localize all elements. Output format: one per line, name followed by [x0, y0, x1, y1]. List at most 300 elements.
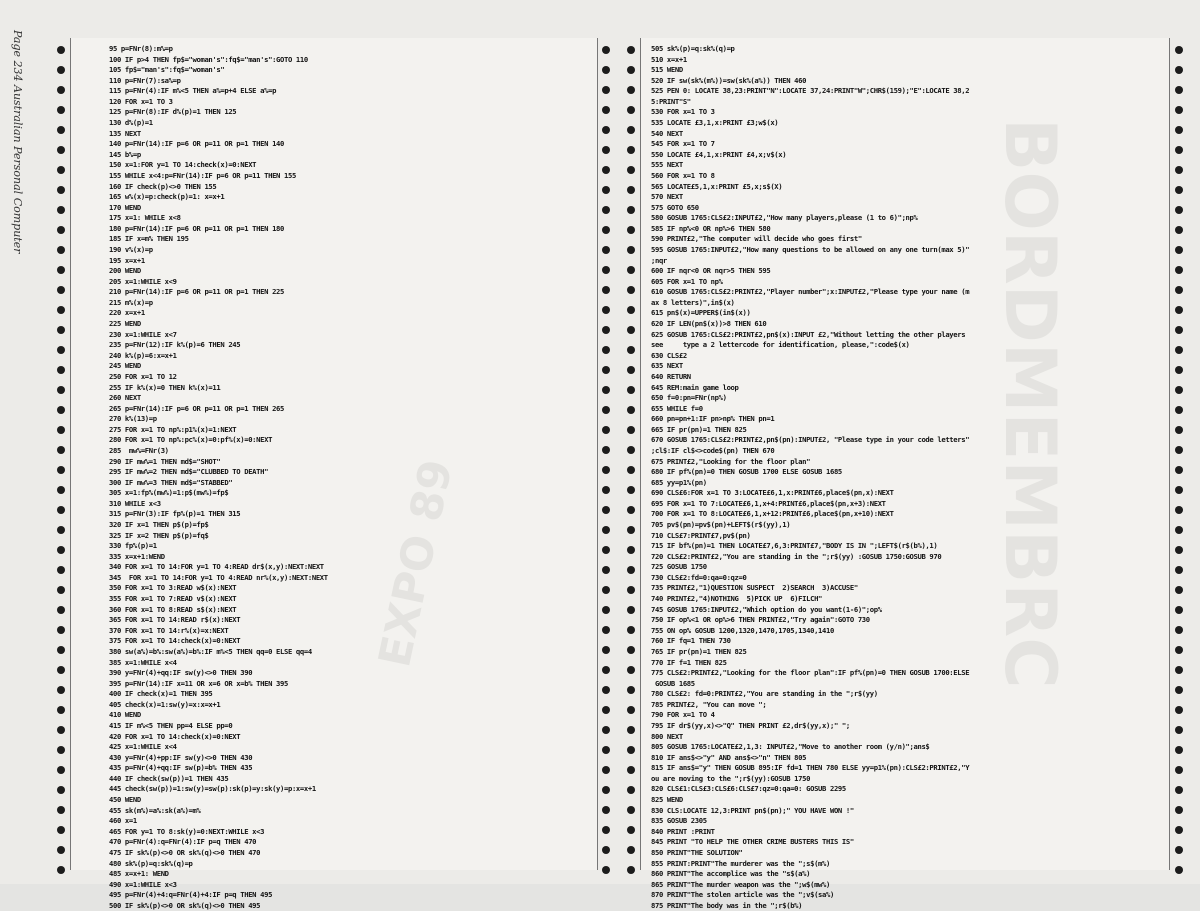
- code-line: 690 CLS£6:FOR x=1 TO 3:LOCATE£6,1,x:PRINT£6,place$(pn,x):NEXT: [651, 488, 894, 498]
- feed-hole: [1175, 826, 1183, 834]
- feed-hole: [627, 766, 635, 774]
- feed-hole: [1175, 486, 1183, 494]
- code-line: 120 FOR x=1 TO 3: [109, 96, 173, 106]
- feed-hole: [1175, 646, 1183, 654]
- code-line: 765 IF pr(pn)=1 THEN 825: [651, 646, 747, 656]
- code-line: 455 sk(m%)=a%:sk(a%)=m%: [109, 805, 201, 815]
- code-line: 420 FOR x=1 TO 14:check(x)=0:NEXT: [109, 731, 241, 741]
- feed-hole: [627, 546, 635, 554]
- feed-hole: [602, 646, 610, 654]
- feed-hole: [57, 326, 65, 334]
- code-line: 810 IF ans$<>"y" AND ans$<>"n" THEN 805: [651, 752, 807, 762]
- code-line: 495 p=FNr(4)+4:q=FNr(4)+4:IF p=q THEN 495: [109, 890, 273, 900]
- feed-hole: [602, 506, 610, 514]
- feed-hole: [627, 466, 635, 474]
- feed-hole: [1175, 426, 1183, 434]
- feed-hole: [57, 606, 65, 614]
- code-line: 525 PEN 0: LOCATE 38,23:PRINT"N":LOCATE 37,24:PRINT"W";CHR$(159);"E":LOCATE 38,2: [651, 86, 970, 96]
- code-line: 555 NEXT: [651, 160, 683, 170]
- code-line: 675 PRINT£2,"Looking for the floor plan": [651, 456, 811, 466]
- code-line: 295 IF mw%=2 THEN md$="CLUBBED TO DEATH": [109, 467, 269, 477]
- feed-hole: [57, 466, 65, 474]
- feed-hole: [57, 266, 65, 274]
- code-line: 5:PRINT"S": [651, 96, 691, 106]
- feed-hole: [602, 246, 610, 254]
- feed-hole: [602, 266, 610, 274]
- code-line: 215 m%(x)=p: [109, 297, 153, 307]
- code-line: 480 sk%(p)=q:sk%(q)=p: [109, 858, 193, 868]
- feed-hole: [57, 66, 65, 74]
- code-line: 720 CLS£2:PRINT£2,"You are standing in the ";r$(yy) :GOSUB 1750:GOSUB 970: [651, 551, 942, 561]
- feed-hole: [1175, 346, 1183, 354]
- code-line: 205 x=1:WHILE x<9: [109, 276, 177, 286]
- code-line: 830 CLS:LOCATE 12,3:PRINT pn$(pn);" YOU HAVE WON !": [651, 805, 854, 815]
- feed-hole: [57, 586, 65, 594]
- code-line: 610 GOSUB 1765:CLS£2:PRINT£2,"Player number";x:INPUT£2,"Please type your name (m: [651, 287, 970, 297]
- feed-hole: [1175, 146, 1183, 154]
- feed-hole: [602, 386, 610, 394]
- feed-hole: [602, 866, 610, 874]
- feed-hole: [1175, 546, 1183, 554]
- code-line: 730 CLS£2:fd=0:qa=0:qz=0: [651, 572, 747, 582]
- feed-strip-right: [1172, 38, 1186, 870]
- feed-hole: [602, 286, 610, 294]
- code-line: 800 NEXT: [651, 731, 683, 741]
- code-line: 755 ON op% GOSUB 1200,1320,1470,1705,1340,1410: [651, 625, 834, 635]
- code-line: 280 FOR x=1 TO np%:pc%(x)=0:pf%(x)=0:NEXT: [109, 435, 273, 445]
- feed-hole: [57, 226, 65, 234]
- feed-hole: [57, 386, 65, 394]
- code-line: 870 PRINT"The stolen article was the ";v$(sa%): [651, 890, 834, 900]
- feed-hole: [602, 846, 610, 854]
- code-line: 585 IF np%<0 OR np%>6 THEN 580: [651, 223, 771, 233]
- code-line: 565 LOCATE£5,1,x:PRINT £5,x;s$(X): [651, 181, 783, 191]
- feed-hole: [1175, 566, 1183, 574]
- feed-hole: [602, 406, 610, 414]
- feed-hole: [57, 506, 65, 514]
- code-line: 260 NEXT: [109, 393, 141, 403]
- feed-hole: [627, 706, 635, 714]
- code-line: 450 WEND: [109, 795, 141, 805]
- page-header-label: Page 234 Australian Personal Computer: [11, 30, 24, 254]
- code-line: 225 WEND: [109, 319, 141, 329]
- feed-hole: [57, 746, 65, 754]
- left-printout: [70, 38, 598, 910]
- feed-hole: [57, 446, 65, 454]
- code-line: 290 IF mw%=1 THEN md$="SHOT": [109, 456, 221, 466]
- code-line: 650 f=0:pn=FNr(np%): [651, 393, 727, 403]
- feed-hole: [627, 406, 635, 414]
- code-line: 600 IF nqr<0 OR nqr>5 THEN 595: [651, 266, 771, 276]
- page-header: [6, 30, 32, 330]
- feed-hole: [57, 826, 65, 834]
- feed-hole: [57, 686, 65, 694]
- feed-hole: [627, 566, 635, 574]
- feed-hole: [1175, 286, 1183, 294]
- code-line: 340 FOR x=1 TO 14:FOR y=1 TO 4:READ dr$(x,y):NEXT:NEXT: [109, 562, 324, 572]
- watermark-right: BORDMEMBRC: [989, 118, 1071, 689]
- code-line: 695 FOR x=1 TO 7:LOCATE£6,1,x+4:PRINT£6,place$(pn,x+3):NEXT: [651, 498, 886, 508]
- code-line: 570 NEXT: [651, 192, 683, 202]
- code-line: 820 CLS£1:CLS£3:CLS£6:CLS£7:qz=0:qa=0: GOSUB 2295: [651, 784, 846, 794]
- feed-hole: [627, 246, 635, 254]
- code-line: 245 WEND: [109, 361, 141, 371]
- feed-hole: [602, 666, 610, 674]
- feed-hole: [1175, 506, 1183, 514]
- code-line: 590 PRINT£2,"The computer will decide who goes first": [651, 234, 862, 244]
- code-line: 490 x=1:WHILE x<3: [109, 879, 177, 889]
- code-line: 710 CLS£7:PRINT£7,pv$(pn): [651, 530, 751, 540]
- code-line: 835 GOSUB 2305: [651, 816, 707, 826]
- code-line: 500 IF sk%(p)<>0 OR sk%(q)<>0 THEN 495: [109, 900, 261, 910]
- feed-hole: [1175, 266, 1183, 274]
- code-line: 210 p=FNr(14):IF p=6 OR p=11 OR p=1 THEN 225: [109, 287, 284, 297]
- feed-hole: [1175, 246, 1183, 254]
- watermark-left: EXPO 89: [369, 455, 463, 672]
- code-line: 615 pn$(x)=UPPER$(in$(x)): [651, 308, 751, 318]
- feed-hole: [627, 526, 635, 534]
- code-line: 190 v%(x)=p: [109, 244, 153, 254]
- feed-hole: [57, 726, 65, 734]
- feed-hole: [1175, 106, 1183, 114]
- feed-hole: [627, 106, 635, 114]
- feed-hole: [602, 226, 610, 234]
- code-line: 660 pn=pn+1:IF pn>np% THEN pn=1: [651, 414, 775, 424]
- code-line: ou are moving to the ";r$(yy):GOSUB 1750: [651, 773, 811, 783]
- code-line: 865 PRINT"The murder weapon was the ";w$(mw%): [651, 879, 830, 889]
- feed-hole: [1175, 226, 1183, 234]
- code-line: 645 REM:main game loop: [651, 382, 739, 392]
- feed-strip-left: [54, 38, 68, 870]
- code-line: 385 x=1:WHILE x<4: [109, 657, 177, 667]
- feed-hole: [627, 826, 635, 834]
- feed-hole: [602, 66, 610, 74]
- feed-hole: [627, 426, 635, 434]
- feed-hole: [1175, 446, 1183, 454]
- code-line: 370 FOR x=1 TO 14:r%(x)=x:NEXT: [109, 625, 229, 635]
- code-line: 435 p=FNr(4)+qq:IF sw(p)=b% THEN 435: [109, 763, 253, 773]
- code-line: 595 GOSUB 1765:INPUT£2,"How many questions to be allowed on any one turn(max 5)": [651, 244, 970, 254]
- code-line: 510 x=x+1: [651, 54, 687, 64]
- feed-hole: [57, 86, 65, 94]
- feed-hole: [602, 146, 610, 154]
- feed-hole: [57, 286, 65, 294]
- feed-hole: [627, 266, 635, 274]
- feed-hole: [627, 166, 635, 174]
- feed-hole: [1175, 366, 1183, 374]
- feed-hole: [57, 306, 65, 314]
- feed-hole: [602, 546, 610, 554]
- code-line: 320 IF x=1 THEN p$(p)=fp$: [109, 520, 209, 530]
- feed-hole: [1175, 66, 1183, 74]
- code-line: 155 WHILE x<4:p=FNr(14):IF p=6 OR p=11 THEN 155: [109, 170, 296, 180]
- code-line: 805 GOSUB 1765:LOCATE£2,1,3: INPUT£2,"Move to another room (y/n)";ans$: [651, 742, 930, 752]
- code-line: 185 IF x=m% THEN 195: [109, 234, 189, 244]
- code-line: 275 FOR x=1 TO np%:p1%(x)=1:NEXT: [109, 424, 237, 434]
- feed-hole: [602, 786, 610, 794]
- feed-hole: [57, 246, 65, 254]
- feed-hole: [627, 346, 635, 354]
- feed-hole: [602, 606, 610, 614]
- feed-hole: [57, 546, 65, 554]
- code-line: 785 PRINT£2, "You can move ";: [651, 699, 767, 709]
- code-line: 195 x=x+1: [109, 255, 145, 265]
- feed-hole: [602, 126, 610, 134]
- feed-hole: [57, 346, 65, 354]
- code-line: 840 PRINT :PRINT: [651, 826, 715, 836]
- feed-hole: [1175, 206, 1183, 214]
- feed-hole: [627, 726, 635, 734]
- code-line: 725 GOSUB 1750: [651, 562, 707, 572]
- right-code-listing: [651, 44, 1163, 911]
- code-line: 685 yy=p1%(pn): [651, 477, 707, 487]
- feed-hole: [57, 766, 65, 774]
- feed-hole: [627, 866, 635, 874]
- feed-hole: [57, 566, 65, 574]
- code-line: 390 y=FNr(4)+qq:IF sw(y)<>0 THEN 390: [109, 668, 253, 678]
- feed-hole: [57, 406, 65, 414]
- code-line: 170 WEND: [109, 202, 141, 212]
- code-line: 355 FOR x=1 TO 7:READ v$(x):NEXT: [109, 594, 237, 604]
- feed-hole: [627, 306, 635, 314]
- feed-hole: [627, 666, 635, 674]
- code-line: 380 sw(a%)=b%:sw(a%)=b%:IF m%<5 THEN qq=0 ELSE qq=4: [109, 646, 312, 656]
- feed-hole: [1175, 126, 1183, 134]
- code-line: 850 PRINT"THE SOLUTION": [651, 847, 743, 857]
- code-line: GOSUB 1685: [651, 678, 695, 688]
- feed-hole: [602, 86, 610, 94]
- code-line: 360 FOR x=1 TO 8:READ s$(x):NEXT: [109, 604, 237, 614]
- feed-strip-middle-left: [599, 38, 613, 870]
- code-line: 135 NEXT: [109, 128, 141, 138]
- feed-hole: [1175, 386, 1183, 394]
- code-line: 345 FOR x=1 TO 14:FOR y=1 TO 4:READ nr%(x,y):NEXT:NEXT: [109, 572, 328, 582]
- feed-hole: [627, 446, 635, 454]
- feed-hole: [627, 846, 635, 854]
- code-line: 375 FOR x=1 TO 14:check(x)=0:NEXT: [109, 636, 241, 646]
- feed-hole: [57, 166, 65, 174]
- code-line: 350 FOR x=1 TO 3:READ w$(x):NEXT: [109, 583, 237, 593]
- feed-hole: [602, 186, 610, 194]
- code-line: 715 IF bf%(pn)=1 THEN LOCATE£7,6,3:PRINT£7,"BODY IS IN ";LEFT$(r$(b%),1): [651, 541, 938, 551]
- code-line: 875 PRINT"The body was in the ";r$(b%): [651, 900, 803, 910]
- code-line: 530 FOR x=1 TO 3: [651, 107, 715, 117]
- code-line: 235 p=FNr(12):IF k%(p)=6 THEN 245: [109, 340, 241, 350]
- feed-hole: [627, 226, 635, 234]
- code-line: ax 8 letters)",in$(x): [651, 297, 735, 307]
- code-line: see type a 2 lettercode for identification, please,":code$(x): [651, 340, 910, 350]
- feed-hole: [602, 686, 610, 694]
- code-line: 605 FOR x=1 TO np%: [651, 276, 723, 286]
- code-line: 620 IF LEN(pn$(x))>8 THEN 610: [651, 319, 767, 329]
- code-line: 305 x=1:fp%(mw%)=1:p$(mw%)=fp$: [109, 488, 229, 498]
- feed-hole: [627, 806, 635, 814]
- code-line: 255 IF k%(x)=0 THEN k%(x)=11: [109, 382, 221, 392]
- code-line: 400 IF check(x)=1 THEN 395: [109, 689, 213, 699]
- code-line: 735 PRINT£2,"1)QUESTION SUSPECT 2)SEARCH 3)ACCUSE": [651, 583, 858, 593]
- feed-hole: [1175, 46, 1183, 54]
- feed-hole: [1175, 606, 1183, 614]
- feed-hole: [627, 746, 635, 754]
- feed-hole: [627, 86, 635, 94]
- feed-hole: [1175, 526, 1183, 534]
- feed-hole: [57, 786, 65, 794]
- code-line: 760 IF fq=1 THEN 730: [651, 636, 731, 646]
- code-line: 95 p=FNr(8):m%=p: [109, 44, 173, 53]
- feed-hole: [627, 366, 635, 374]
- feed-hole: [627, 186, 635, 194]
- code-line: 445 check(sw(p))=1:sw(y)=sw(p):sk(p)=y:sk(y)=p:x=x+1: [109, 784, 316, 794]
- code-line: 125 p=FNr(8):IF d%(p)=1 THEN 125: [109, 107, 237, 117]
- code-line: 635 NEXT: [651, 361, 683, 371]
- code-line: 505 sk%(p)=q:sk%(q)=p: [651, 44, 735, 53]
- feed-hole: [602, 826, 610, 834]
- feed-hole: [602, 726, 610, 734]
- code-line: 670 GOSUB 1765:CLS£2:PRINT£2,pn$(pn):INPUT£2, "Please type in your code letters": [651, 435, 970, 445]
- feed-hole: [627, 286, 635, 294]
- code-line: 335 x=x+1:WEND: [109, 551, 165, 561]
- code-line: 100 IF p>4 THEN fp$="woman's":fq$="man's":GOTO 110: [109, 54, 308, 64]
- code-line: 580 GOSUB 1765:CLS£2:INPUT£2,"How many players,please (1 to 6)";np%: [651, 213, 918, 223]
- feed-hole: [602, 446, 610, 454]
- code-line: 315 p=FNr(3):IF fp%(p)=1 THEN 315: [109, 509, 241, 519]
- feed-hole: [1175, 766, 1183, 774]
- feed-hole: [627, 206, 635, 214]
- feed-hole: [1175, 746, 1183, 754]
- feed-hole: [627, 686, 635, 694]
- code-line: 860 PRINT"The accomplice was the "s$(a%): [651, 869, 811, 879]
- code-line: 465 FOR y=1 TO 8:sk(y)=0:NEXT:WHILE x<3: [109, 826, 265, 836]
- left-code-listing: [109, 44, 591, 911]
- feed-hole: [602, 346, 610, 354]
- feed-hole: [602, 46, 610, 54]
- feed-hole: [57, 646, 65, 654]
- feed-hole: [602, 166, 610, 174]
- feed-hole: [1175, 806, 1183, 814]
- feed-hole: [627, 586, 635, 594]
- feed-hole: [627, 786, 635, 794]
- code-line: 780 CLS£2: fd=0:PRINT£2,"You are standing in the ";r$(yy): [651, 689, 878, 699]
- code-line: 105 fp$="man's":fq$="woman's": [109, 65, 225, 75]
- feed-hole: [627, 66, 635, 74]
- code-line: 140 p=FNr(14):IF p=6 OR p=11 OR p=1 THEN 140: [109, 139, 284, 149]
- code-line: 535 LOCATE £3,1,x:PRINT £3;w$(x): [651, 118, 779, 128]
- code-line: 545 FOR x=1 TO 7: [651, 139, 715, 149]
- feed-hole: [627, 626, 635, 634]
- code-line: 680 IF pf%(pn)=0 THEN GOSUB 1700 ELSE GOSUB 1685: [651, 467, 842, 477]
- feed-hole: [627, 146, 635, 154]
- code-line: 230 x=1:WHILE x<7: [109, 329, 177, 339]
- code-line: 630 CLS£2: [651, 350, 687, 360]
- feed-hole: [57, 626, 65, 634]
- feed-hole: [1175, 306, 1183, 314]
- feed-hole: [602, 586, 610, 594]
- code-line: 310 WHILE x<3: [109, 498, 161, 508]
- code-line: 705 pv$(pn)=pv$(pn)+LEFT$(r$(yy),1): [651, 520, 791, 530]
- feed-hole: [1175, 726, 1183, 734]
- feed-hole: [602, 486, 610, 494]
- feed-hole: [1175, 666, 1183, 674]
- feed-hole: [627, 46, 635, 54]
- code-line: 665 IF pr(pn)=1 THEN 825: [651, 424, 747, 434]
- feed-hole: [602, 206, 610, 214]
- feed-hole: [1175, 86, 1183, 94]
- code-line: 115 p=FNr(4):IF m%<5 THEN a%=p+4 ELSE a%=p: [109, 86, 277, 96]
- feed-hole: [1175, 786, 1183, 794]
- feed-hole: [1175, 626, 1183, 634]
- feed-hole: [627, 606, 635, 614]
- feed-hole: [57, 486, 65, 494]
- code-line: 475 IF sk%(p)<>0 OR sk%(q)<>0 THEN 470: [109, 847, 261, 857]
- feed-hole: [57, 46, 65, 54]
- code-line: 180 p=FNr(14):IF p=6 OR p=11 OR p=1 THEN 180: [109, 223, 284, 233]
- feed-hole: [57, 806, 65, 814]
- code-line: 130 d%(p)=1: [109, 118, 153, 128]
- feed-hole: [627, 126, 635, 134]
- feed-hole: [602, 746, 610, 754]
- feed-hole: [57, 526, 65, 534]
- feed-hole: [602, 566, 610, 574]
- code-line: 200 WEND: [109, 266, 141, 276]
- code-line: 655 WHILE f=0: [651, 403, 703, 413]
- code-line: 430 y=FNr(4)+pp:IF sw(y)<>0 THEN 430: [109, 752, 253, 762]
- code-line: 110 p=FNr(7):sa%=p: [109, 75, 181, 85]
- feed-hole: [57, 146, 65, 154]
- code-line: ;nqr: [651, 255, 667, 265]
- feed-hole: [57, 106, 65, 114]
- feed-strip-middle-right: [624, 38, 638, 870]
- code-line: 815 IF ans$="y" THEN GOSUB 895:IF fd=1 THEN 780 ELSE yy=p1%(pn):CLS£2:PRINT£2,"Y: [651, 763, 970, 773]
- code-line: 540 NEXT: [651, 128, 683, 138]
- feed-hole: [1175, 166, 1183, 174]
- feed-hole: [57, 846, 65, 854]
- feed-hole: [602, 766, 610, 774]
- feed-hole: [602, 326, 610, 334]
- feed-hole: [57, 206, 65, 214]
- feed-hole: [627, 646, 635, 654]
- code-line: 795 IF dr$(yy,x)<>"Q" THEN PRINT £2,dr$(yy,x);" ";: [651, 721, 850, 730]
- code-line: 165 w%(x)=p:check(p)=1: x=x+1: [109, 192, 225, 202]
- code-line: 520 IF sw(sk%(m%))=sw(sk%(a%)) THEN 460: [651, 75, 807, 85]
- right-printout: [640, 38, 1170, 910]
- feed-hole: [627, 326, 635, 334]
- feed-hole: [627, 386, 635, 394]
- code-line: 270 k%(13)=p: [109, 414, 157, 424]
- feed-hole: [602, 706, 610, 714]
- feed-hole: [1175, 186, 1183, 194]
- code-line: 745 GOSUB 1765:INPUT£2,"Which option do you want(1-6)";op%: [651, 604, 882, 614]
- code-line: 300 IF mw%=3 THEN md$="STABBED": [109, 477, 233, 487]
- code-line: 405 check(x)=1:sw(y)=x:x=x+1: [109, 699, 221, 709]
- feed-hole: [602, 106, 610, 114]
- code-line: 550 LOCATE £4,1,x:PRINT £4,x;v$(x): [651, 149, 787, 159]
- feed-hole: [57, 186, 65, 194]
- code-line: 365 FOR x=1 TO 14:READ r$(x):NEXT: [109, 615, 241, 625]
- feed-hole: [57, 366, 65, 374]
- code-line: 325 IF x=2 THEN p$(p)=fq$: [109, 530, 209, 540]
- code-line: 460 x=1: [109, 816, 137, 826]
- feed-hole: [1175, 846, 1183, 854]
- code-line: 145 b%=p: [109, 149, 141, 159]
- code-line: 330 fp%(p)=1: [109, 541, 157, 551]
- feed-hole: [602, 806, 610, 814]
- feed-hole: [1175, 686, 1183, 694]
- feed-hole: [57, 426, 65, 434]
- code-line: 775 CLS£2:PRINT£2,"Looking for the floor plan":IF pf%(pn)=0 THEN GOSUB 1700:ELSE: [651, 668, 970, 678]
- code-line: 770 IF f=1 THEN 825: [651, 657, 727, 667]
- feed-hole: [602, 366, 610, 374]
- code-line: 825 WEND: [651, 795, 683, 805]
